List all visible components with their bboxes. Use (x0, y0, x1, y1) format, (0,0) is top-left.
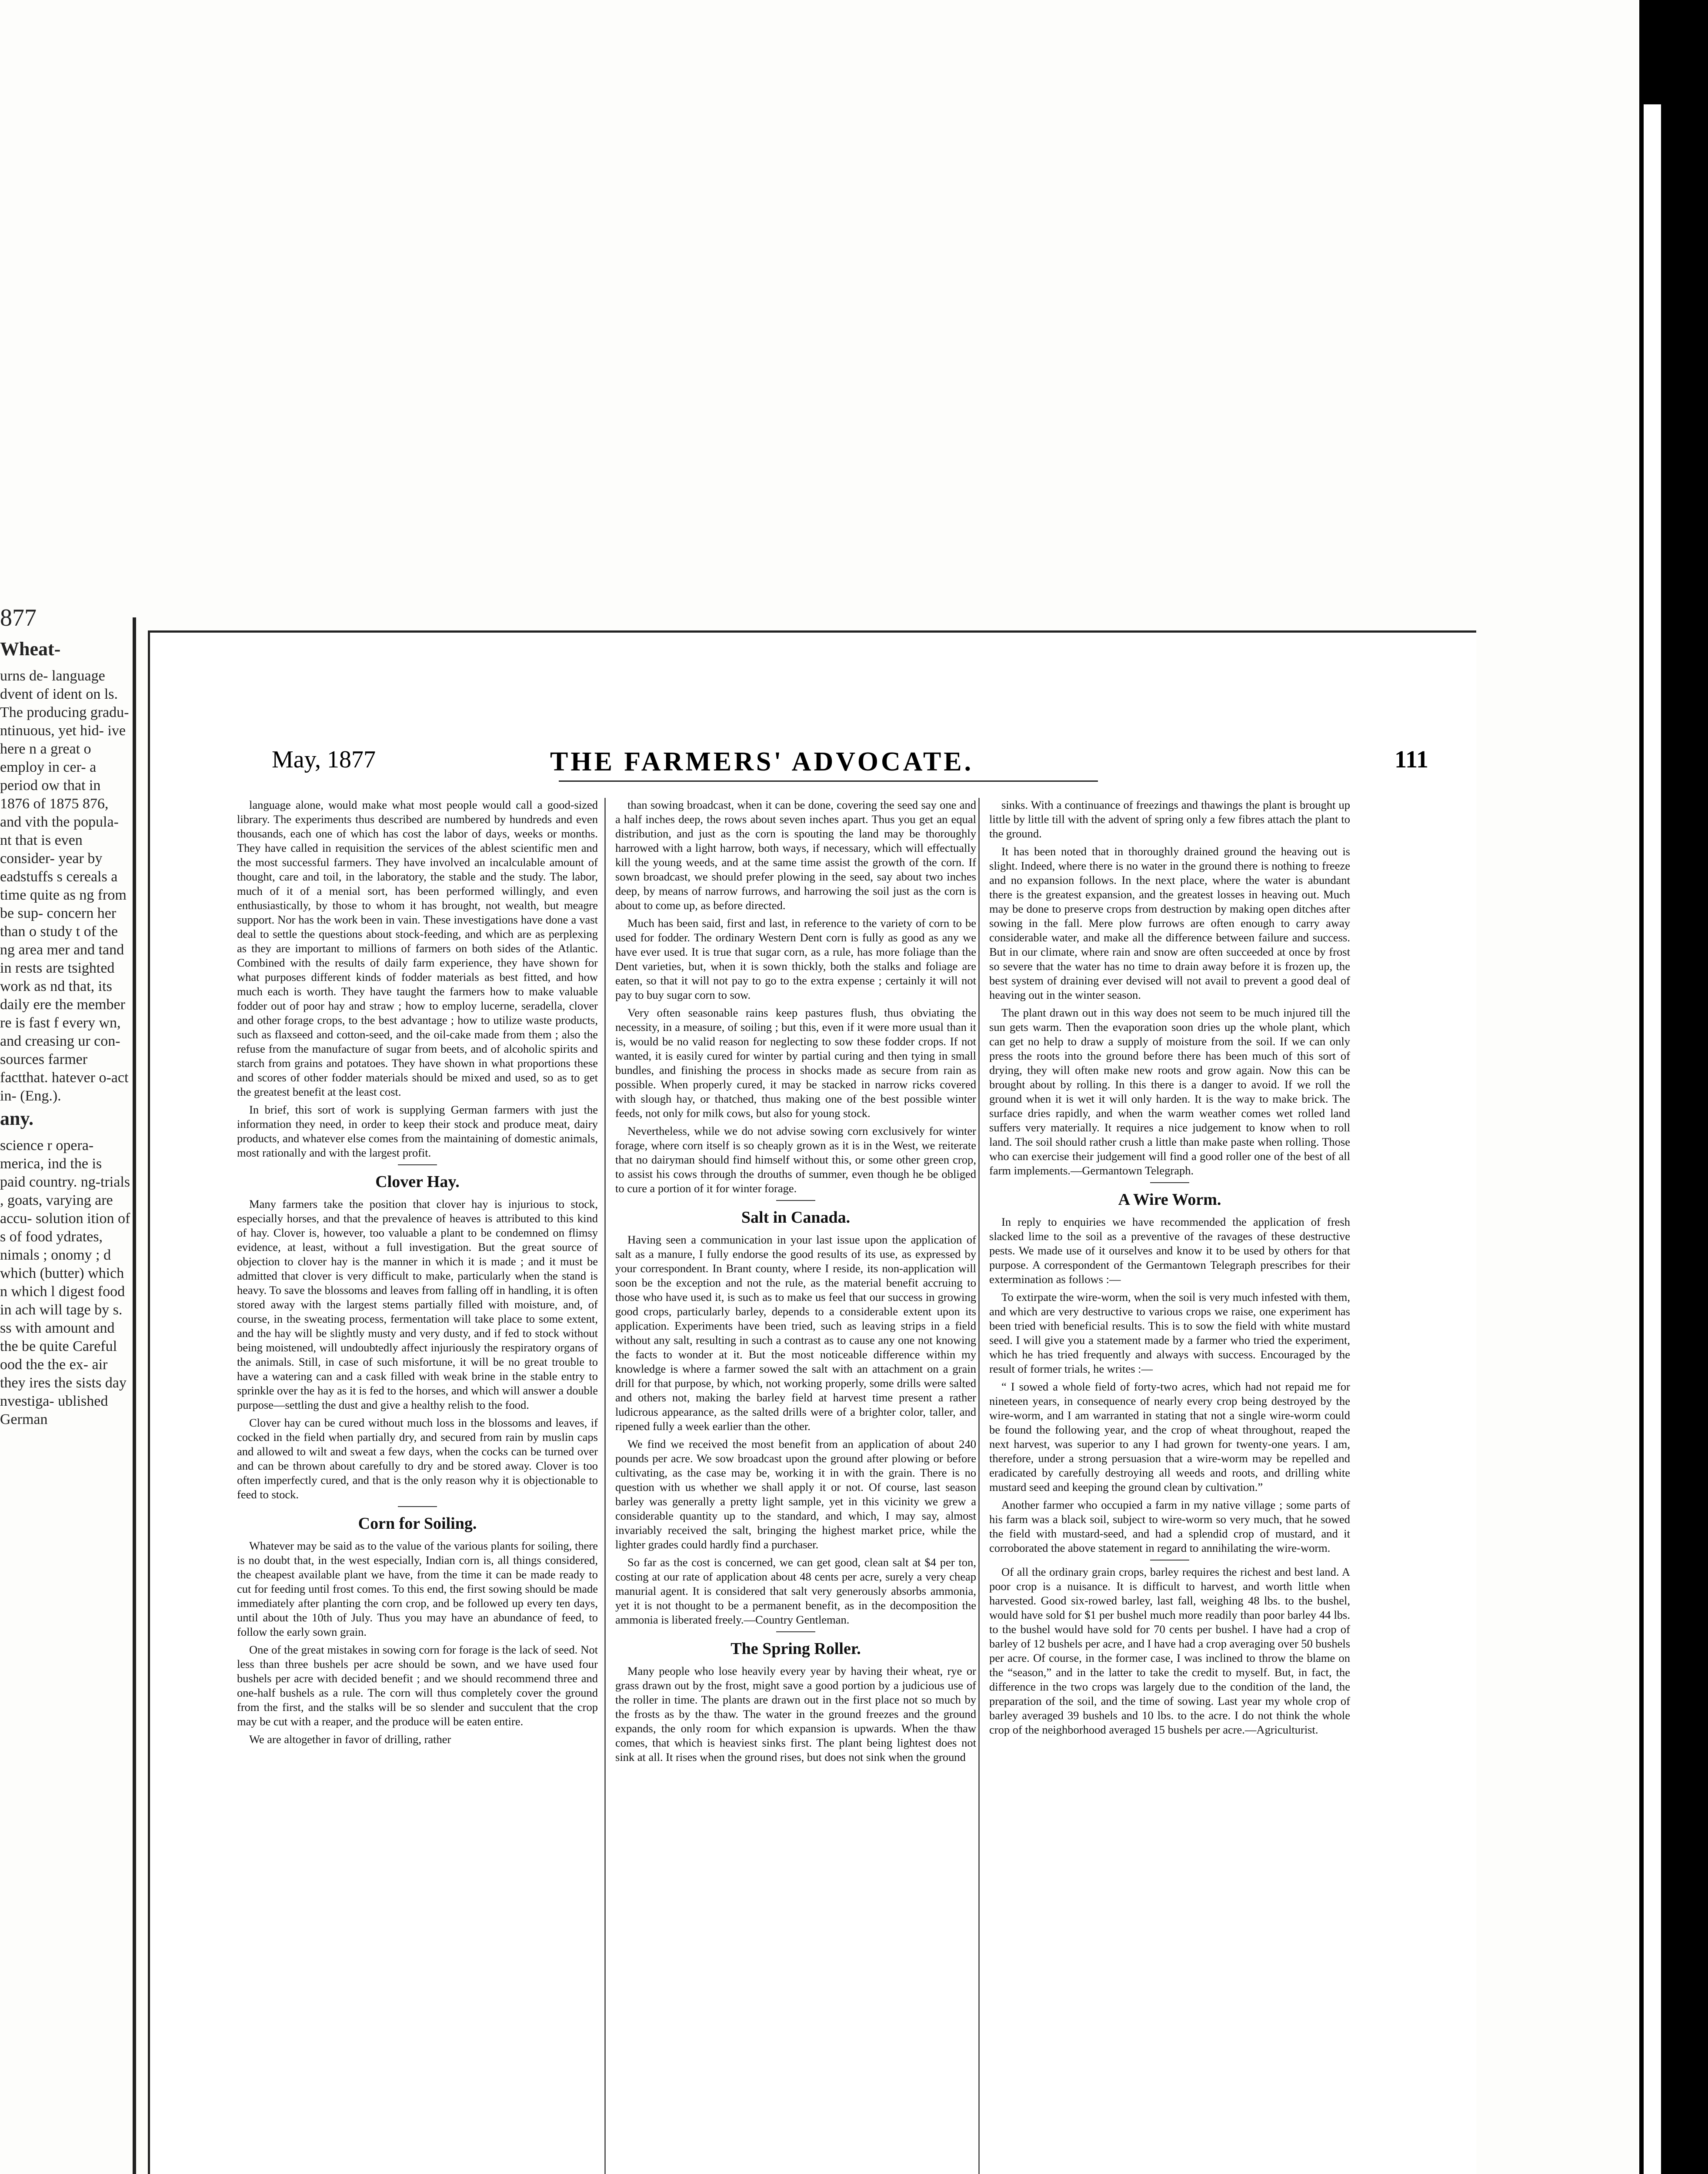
paragraph: So far as the cost is concerned, we can get good, clean salt at $4 per ton, costing at our rate of application about 48 cents per acre, surely a very cheap manurial agent. It is considered that salt very generously absorbs ammonia, yet it is not thought to be a permanent benefit, as in the decomposition the ammonia is liberated freely.—Country Gentleman. (615, 1556, 976, 1626)
previous-page-number: 877 (0, 609, 37, 631)
paragraph: We are altogether in favor of drilling, rather (249, 1733, 451, 1746)
paragraph: We find we received the most benefit from an application of about 240 pounds per acre. We sow broadcast upon the ground after plowing or before cultivating, as the case may be, working it in with the grain. There is no question with us whether we shall apply it or not. Of course, last season barley was generally a pretty light sample, yet in this vicinity we grew a considerable quantity up to the standard, and which, I may say, almost invariably received the salt, bringing the highest market price, while the lighter grades could hardly find a purchaser. (615, 1437, 976, 1551)
heading-spring-roller: The Spring Roller. (731, 1640, 861, 1658)
section-divider (398, 1164, 437, 1165)
heading-salt-in-canada: Salt in Canada. (741, 1208, 851, 1227)
paragraph: Having seen a communication in your last issue upon the application of salt as a manure, I fully endorse the good results of its use, as expressed by your correspondent. In Brant county, where I reside, its non-application will soon be the exception and not the rule, as the material benefit accruing to those who have used it, is such as to make us feel that our success in growing good crops, particularly barley, depends to a considerable extent upon its application. Experiments have been tried, such as leaving strips in a field without any salt, resulting in such a contrast as to cause any one not knowing the facts to wonder at it. But the most noticeable difference within my knowledge is where a farmer sowed the salt with an attachment on a grain drill for that purpose, by which, not working properly, some drills were salted and others not, making the barley field at harvest time present a rather ludicrous appearance, as the salted drills were of a brighter color, taller, and ripened fully a week earlier than the other. (615, 1233, 976, 1433)
column-2 (615, 798, 976, 1768)
heading-clover-hay: Clover Hay. (375, 1173, 460, 1191)
previous-page-column (0, 609, 130, 1429)
heading-wire-worm: A Wire Worm. (1118, 1190, 1221, 1209)
masthead-rule (559, 780, 1098, 782)
previous-page-rule (133, 617, 136, 2174)
paragraph: Of all the ordinary grain crops, barley requires the richest and best land. A poor crop is a nuisance. It is difficult to harvest, and worth little when harvested. Good six-rowed barley, last fall, weighing 48 lbs. to the bushel, would have sold for $1 per bushel much more readily than poor barley 44 lbs. to the bushel would have sold for 70 cents per bushel. I have had a crop of barley of 12 bushels per acre, and I have had a crop averaging over 50 bushels per acre. Of course, in the former case, I was inclined to throw the blame on the “season,” and in the latter to take the credit to myself. But, in fact, the difference in the two crops was largely due to the condition of the land, the preparation of the soil, and the time of sowing. Last year my whole crop of barley averaged 39 bushels and 10 lbs. to the acre. I do not think the whole crop of the neighborhood averaged 15 bushels per acre.—Agriculturist. (989, 1565, 1351, 1736)
paragraph: language alone, would make what most people would call a good-sized library. The experiments thus described are numbered by hundreds and even thousands, each one of which has cost the labor of days, weeks or months. They have called in requisition the services of the ablest scientific men and the most successful farmers. They have involved an incalculable amount of thought, care and toil, in the laboratory, the stable and the study. The labor, much of it of a menial sort, has been performed willingly, and even enthusiastically, by those to whom it has brought, not wealth, but meagre support. Nor has the work been in vain. These investigations have done a vast deal to settle the questions about stock-feeding, and which are as perplexing as they are important to millions of farmers on both sides of the Atlantic. Combined with the results of daily farm experience, they have shown for what purposes different kinds of fodder materials as best fitted, and how much each is worth. They have taught the farmers how to make valuable fodder out of poor hay and straw ; how to employ lucerne, seradella, clover and other forage crops, to the best advantage ; how to utilize waste products, such as flaxseed and cotton-seed, and the oil-cake made from them ; also the refuse from the manufacture of sugar from beets, and of alcoholic spirits and starch from grains and potatoes. They have shown in what proportions these and scores of other fodder materials should be mixed and used, so as to get the greatest benefit at the least cost. (237, 798, 598, 1098)
paragraph: Very often seasonable rains keep pastures flush, thus obviating the necessity, in a measure, of soiling ; but this, even if it were more usual than it is, would be no valid reason for neglecting to sow these fodder crops. If not wanted, it is easily cured for winter by partial curing and then tying in small bundles, and finishing the process in shocks made as secure from rain as possible. When properly cured, it may be stacked in narrow ricks covered with slough hay, or thatched, thus making one of the best possible winter feeds, not only for milk cows, but also for young stock. (615, 1006, 976, 1120)
previous-page-heading-2: any. (0, 1108, 34, 1129)
paragraph: than sowing broadcast, when it can be done, covering the seed say one and a half inches deep, the rows about seven inches apart. Thus you get an equal distribution, and just as the corn is spouting the land may be thoroughly harrowed with a light harrow, both ways, if necessary, which will effectually kill the young weeds, and at the same time assist the growth of the corn. If sown broadcast, we should prefer plowing in the seed, say about two inches deep, by means of narrow furrows, and harrowing the soil just as the corn is about to come up, as before directed. (615, 798, 976, 912)
paragraph: In reply to enquiries we have recommended the application of fresh slacked lime to the soil as a preventive of the ravages of these destructive pests. We made use of it ourselves and know it to be used by others for that purpose. A correspondent of the Germantown Telegraph prescribes for their extermination as follows :— (989, 1215, 1350, 1286)
next-page-edge (1644, 104, 1661, 2174)
masthead-title: THE FARMERS' ADVOCATE. (550, 747, 974, 777)
column-1 (237, 798, 598, 1750)
previous-page-fragment (0, 609, 130, 2174)
heading-corn-for-soiling: Corn for Soiling. (358, 1514, 477, 1533)
paragraph: Another farmer who occupied a farm in my native village ; some parts of his farm was a black soil, subject to wire-worm so very much, that he sowed the field with mustard-seed, and had a splendid crop of mustard, and it corroborated the above statement in regard to annihilating the wire-worm. (989, 1498, 1350, 1554)
column-rule (978, 798, 980, 2174)
previous-page-heading-1: Wheat- (0, 638, 61, 660)
paragraph: One of the great mistakes in sowing corn for forage is the lack of seed. Not less than three bushels per acre should be sown, and we have used four bushels per acre with decided benefit ; and we should recommend three and one-half bushels as a rule. The corn will thus completely cover the ground from the first, and the stalks will be so slender and succulent that the crop may be cut with a reaper, and the produce will be eaten entire. (237, 1643, 598, 1728)
paragraph: sinks. With a continuance of freezings and thawings the plant is brought up little by little till with the advent of spring only a few fibres attach the plant to the ground. (989, 798, 1350, 840)
newspaper-page (148, 630, 1476, 2174)
paragraph: Whatever may be said as to the value of the various plants for soiling, there is no doubt that, in the west especially, Indian corn is, all things considered, the cheapest available plant we have, from the time it can be made ready to cut for feeding until frost comes. To this end, the first sowing should be made immediately after planting the corn crop, and be followed up every ten days, until about the 10th of July. Thus you may have an abundance of feed, to follow the early sown grain. (237, 1539, 598, 1638)
column-3 (989, 798, 1350, 1741)
section-divider (776, 1631, 815, 1632)
paragraph: It has been noted that in thoroughly drained ground the heaving out is slight. Indeed, where there is no water in the ground there is nothing to freeze and no expansion follows. In the next place, where the water is abundant there is the greatest expansion, and the greatest losses in heaving out. Much may be done to preserve crops from destruction by making open ditches after sowing in the fall. Mere plow furrows are often enough to carry away considerable water, and make all the difference between failure and success. But in our climate, where rain and snow are often succeeded at once by frost so severe that the water has no time to drain away before it is frozen up, the best system of draining ever devised will not avail to prevent a good deal of heaving out in the winter season. (989, 845, 1350, 1001)
paragraph: Many farmers take the position that clover hay is injurious to stock, especially horses, and that the prevalence of heaves is attributed to this kind of hay. Clover is, however, too valuable a plant to be condemned on flimsy evidence, at least, without a full investigation. But the great source of objection to clover hay is the manner in which it is made ; and it must be admitted that clover is very difficult to make, particularly when the stand is heavy. To save the blossoms and leaves from falling off in handling, it is often stored away with the largest stems partially filled with moisture, and, of course, in the sweating process, fermentation will take place to some extent, and the hay will be slightly musty and very dusty, and if fed to stock without being moistened, will undoubtedly affect injuriously the respiratory organs of the animals. Still, in case of such misfortune, it will be no great trouble to have a watering can and a cask filled with weak brine in the stable entry to sprinkle over the hay as it is fed to the horses, and which will answer a double purpose—settling the dust and give a healthy relish to the food. (237, 1197, 598, 1411)
previous-page-text-2: science r opera- merica, ind the is paid country. ng-trials , goats, varying are accu- solution ition of s of food ydrates, nimals ; onomy ; d which (butter) which n which l digest food in ach will tage by s. ss with amount and the be quite Careful ood the the ex- air they ires the sists day nvestiga- ublished German (0, 1137, 130, 1427)
previous-page-text-1: urns de- language dvent of ident on ls. The producing gradu- ntinuous, yet hid- ive here n a great o employ in cer- a period ow that in 1876 of 1875 876, and vith the popula- nt that is even consider- year by eadstuffs s cereals a time quite as ng from be sup- concern her than o study t of the ng area mer and tand in rests are tsighted work as nd that, its daily ere the member re is fast f every wn, and creasing ur con- sources farmer factthat. hatever o-act in- (Eng.). (0, 668, 129, 1104)
column-rule (604, 798, 606, 2174)
paragraph: To extirpate the wire-worm, when the soil is very much infested with them, and which are very destructive to various crops we raise, one experiment has been tried with beneficial results. This is to sow the field with white mustard seed. I will give you a statement made by a farmer who tried the experiment, which he has tried frequently and always with success. Encouraged by the result of former trials, he writes :— (989, 1290, 1350, 1375)
paragraph: Many people who lose heavily every year by having their wheat, rye or grass drawn out by the frost, might save a good portion by a judicious use of the roller in time. The plants are drawn out in the first place not so much by the frosts as by the thaw. The water in the ground freezes and the ground expands, the only room for which expansion is upwards. When the thaw comes, that which is heaviest sinks first. The plant being lightest does not sink at all. It rises when the ground rises, but does not sink when the ground (615, 1664, 976, 1764)
paragraph: Nevertheless, while we do not advise sowing corn exclusively for winter forage, where corn itself is so cheaply grown as it is in the West, we reiterate that no dairyman should find himself without this, or some other green crop, to assist his cows through the drouths of summer, even though he be obliged to cure a portion of it for winter forage. (615, 1124, 976, 1195)
page-number: 111 (1394, 746, 1428, 773)
page-header (272, 746, 1428, 785)
paragraph: Much has been said, first and last, in reference to the variety of corn to be used for fodder. The ordinary Western Dent corn is fully as good as any we have ever used. It is true that sugar corn, as a rule, has more foliage than the Dent varieties, but, when it is sown thickly, both the stalks and foliage are eaten, so that it will not pay to go to the extra expense ; certainly it will not pay to buy sugar corn to sow. (615, 917, 976, 1001)
paragraph: “ I sowed a whole field of forty-two acres, which had not repaid me for nineteen years, in consequence of nearly every crop being destroyed by the wire-worm, and I am warranted in stating that not a single wire-worm could be found the following year, and the crop of wheat throughout, reaped the next harvest, was superior to any I had grown for twenty-one years. I am, therefore, under a strong persuasion that a wire-worm may be repelled and eradicated by carefully destroying all weeds and roots, and drilling white mustard seed and keeping the ground clean by cultivation.” (989, 1380, 1350, 1494)
paragraph: In brief, this sort of work is supplying German farmers with just the information they need, in order to keep their stock and produce meat, dairy products, and whatever else comes from the maintaining of domestic animals, most rationally and with the largest profit. (237, 1103, 598, 1159)
paragraph: Clover hay can be cured without much loss in the blossoms and leaves, if cocked in the field when partially dry, and secured from rain by muslin caps and allowed to wilt and sweat a few days, when the cocks can be turned over and can be thrown about carefully to dry and be stored away. Clover is too often imperfectly cured, and that is the only reason why it is objectionable to feed to stock. (237, 1416, 598, 1501)
paragraph: The plant drawn out in this way does not seem to be much injured till the sun gets warm. Then the evaporation soon dries up the whole plant, which can get no help to draw a supply of moisture from the soil. If we can only press the roots into the ground before there has been much of this sort of drying, they will often make new roots and grow again. Now this can be brought about by rolling. In this there is a danger to avoid. If we roll the ground when it is wet it will only harden. It is the way to make brick. The surface dries rapidly, and when the warm weather comes wet rolled land suffers very materially. It requires a nice judgement to know when to roll land. The soil should rather crush a little than make paste when rolling. Those who can exercise their judgement will find a good roller one of the best of all farm implements.—Germantown Telegraph. (989, 1006, 1350, 1177)
section-divider (1150, 1182, 1189, 1183)
section-divider (776, 1200, 815, 1201)
issue-date: May, 1877 (272, 746, 376, 773)
section-divider (398, 1506, 437, 1507)
